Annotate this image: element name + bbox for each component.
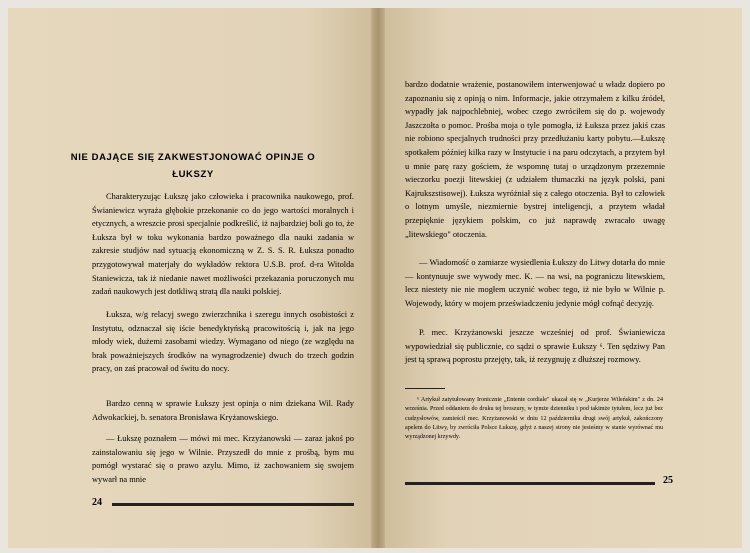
right-paragraph-1: bardzo dodatnie wrażenie, postanowiłem interwenjować u władz dopiero po zapoznaniu się z opinją o nim. Informacje, jakie otrzymałem z kilku źródeł, wypadły jak najpochlebniej, wobec czego zwróciłem się do p. wojewody Jaszczołta o pomoc. Prośba moja o tyle pomogła, iż Łuksza przez jakiś czas nie robiono specjalnych trudności przy przedłużaniu karty pobytu.—Łukszę spotkałem później kilka razy w Instytucie i na paru odczytach, a przytem był u mnie parę razy gościem, że wspomnę tutaj o urządzonym przezemnie wieczorku poezji litewskiej (z udziałem tłumaczki na język polski, pani Kajrukszstisowej). Łuksza wyróżniał się z całego otoczenia. Był to człowiek o lotnym umyśle, niezmiernie bystrej inteligencji, a przytem władał przepięknie językiem polskim, co już naprawdę zwracało uwagę „litewskiego" otoczenia. — [405, 80, 665, 239]
right-page-number: 25 — [663, 475, 673, 486]
left-bottom-rule — [112, 503, 354, 506]
left-paragraph-2: Łuksza, w/g relacyj swego zwierzchnika i szeregu innych osobistości z Instytutu, odznaczał się iście benedyktyńską pracowitością i, jak na jego młody wiek, dużemi zasobami wiedzy. Wymagano od niego (ze względu na brak poważniejszych środków na wynagrodzenie) dwuch do trzech godzin pracy, on zaś pracował od świtu do nocy. — [92, 310, 354, 374]
book-gutter — [371, 8, 385, 548]
left-paragraph-3: Bardzo cenną w sprawie Łukszy jest opinja o nim dziekana Wil. Rady Adwokackiej, b. senatora Bronisława Kryżanowskiego. — [92, 399, 354, 422]
right-bottom-rule — [405, 482, 655, 485]
left-page-number: 24 — [92, 497, 102, 508]
footnote-separator — [405, 388, 445, 389]
chapter-title: NIE DAJĄCE SIĘ ZAKWESTJONOWAĆ OPINJE O ŁUKSZY — [70, 152, 316, 180]
right-paragraph-2: — Wiadomość o zamiarze wysiedlenia Łukszy do Litwy dotarła do mnie — kontynuuje swe wywody mec. K. — na wsi, na pograniczu litewskiem, lecz niestety nie nie mogłem uczynić wobec tego, iż nie było w Wilnie p. Wojewody, który w mojem przeświadczeniu jedynie mógł cofnąć decyzję. — [405, 258, 665, 308]
footnote: ⁶ Artykuł zatytułowany Ironicznie „Entente cordiale" ukazał się w „Kurjerze Wileńskim" z dn. 24 września. Przed oddaniem do druku tej broszury, w tymże dzienniku i pod takimże tytułem, lecz już bez cudzysłowów, zamieścił mec. Krzyżanowski w dniu 12 października drugi swój artykuł, zakończony apelem do Litwy, by zwróciła Polsce Łukszę, gdyż z naszej strony nie jesteśmy w stanie wyrównać mu wyrządzonej krzywdy. — [405, 397, 663, 441]
left-paragraph-1: Charakteryzując Łukszę jako człowieka i pracownika naukowego, prof. Świaniewicz wyraża głębokie przekonanie co do jego wartości moralnych i etycznych, a wreszcie prosi specjalnie podkreślić, iż najbardziej boli go to, że Łuksza był w toku wykonania bardzo poważnego dla nauki zadania w zakresie studjów nad sytuacją ekonomiczną w Z. S. S. R. Łuksza ponadto przygotowywał materjały do wykładów rektora U.S.B. prof. d-ra Witolda Staniewicza, tak iż niedanie nawet możliwości przekazania poruczonych mu zadań naukowych jest dotkliwą stratą dla nauki polskiej. — [92, 192, 354, 297]
open-book — [8, 8, 742, 548]
left-paragraph-4: — Łukszę poznałem — mówi mi mec. Krzyżanowski — zaraz jakoś po zainstalowaniu się jego w Wilnie. Przyszedł do mnie z prośbą, bym mu pomógł wystarać się o prawo azylu. Mimo, iż zachowaniem się swojem wywarł na mnie — [92, 434, 354, 484]
right-paragraph-3: P. mec. Krzyżanowski jeszcze wcześniej od prof. Świaniewicza wypowiedział się publicznie, co sądzi o sprawie Łukszy ⁶. Ten sędziwy Pan jest tą sprawą poprostu przejęty, tak, iż rezygnuję z dłuższej rozmowy. — [405, 328, 665, 365]
